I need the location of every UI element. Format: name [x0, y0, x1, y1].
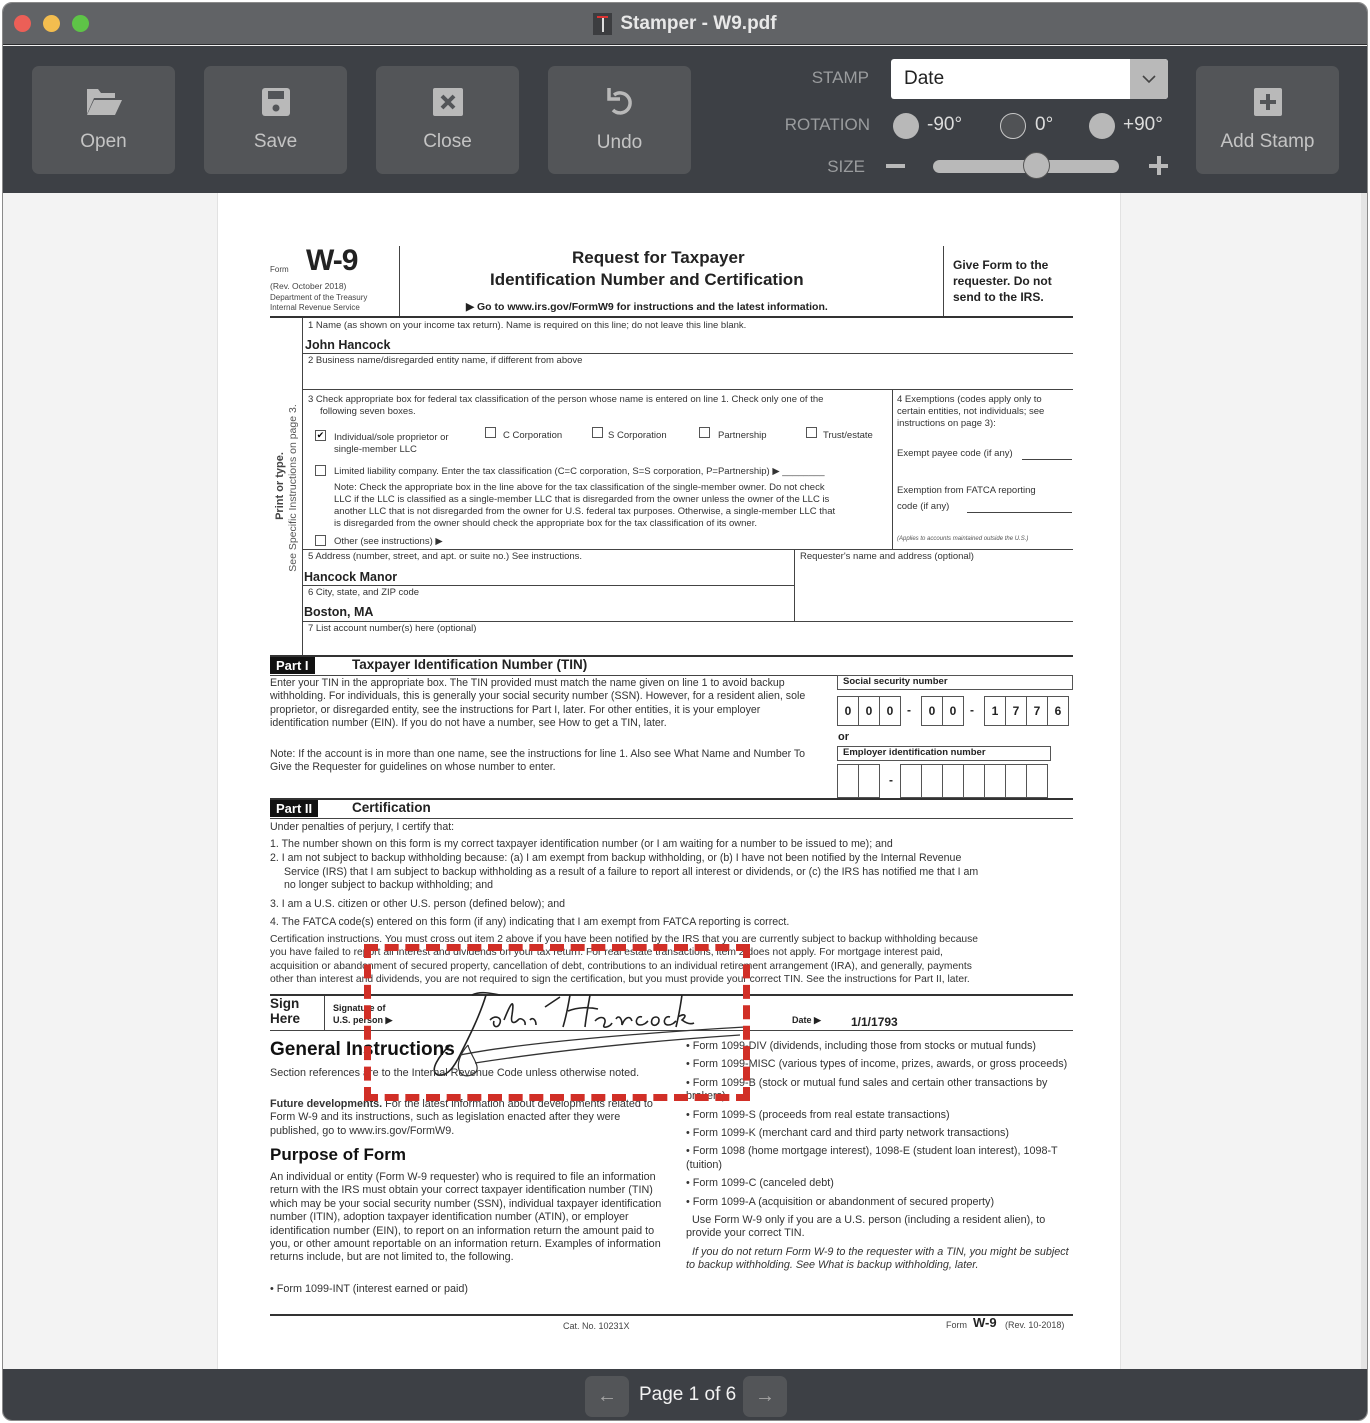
ssn-digit: 0 [921, 696, 943, 726]
floppy-disk-icon [261, 87, 291, 117]
stamp-label: STAMP [811, 68, 869, 87]
rotation-option-plus90: +90° [1123, 114, 1163, 135]
note-line1: Note: Check the appropriate box in the line above for the tax classification of the single-member owner. Do not check [334, 482, 825, 493]
give-form-line3: send to the IRS. [953, 290, 1044, 304]
form-goto: ▶ Go to www.irs.gov/FormW9 for instructions and the latest information. [466, 301, 828, 313]
form-type-bullet: • Form 1099-A (acquisition or abandonment of secured property) [686, 1195, 995, 1208]
ssn-digit: 6 [1047, 696, 1069, 726]
form-type-bullet: • Form 1099-S (proceeds from real estate transactions) [686, 1108, 950, 1121]
rotation-radio-plus90[interactable] [1089, 113, 1115, 139]
cb-ccorp-label: C Corporation [503, 430, 563, 441]
part1-tag: Part I [270, 657, 315, 674]
side-print-or-type: Print or type. [274, 452, 286, 520]
form-type-bullet: • Form 1099-B (stock or mutual fund sales and certain other transactions by brokers) [686, 1076, 1048, 1103]
page-navigation-bar [3, 1369, 1367, 1421]
cb-trust-label: Trust/estate [823, 430, 873, 441]
us-person-label: U.S. person ▶ [333, 1015, 393, 1025]
exemptions-line1: 4 Exemptions (codes apply only to [897, 394, 1042, 405]
form-type-bullet: • Form 1099-K (merchant card and third party network transactions) [686, 1127, 1010, 1140]
ssn-digit: 0 [942, 696, 964, 726]
cert-instr4: other than interest and dividends, you are not required to sign the certification, but you must provide your correct TIN. See the instructions for Part II, later. [270, 974, 970, 985]
open-button[interactable] [32, 66, 175, 174]
cb-partnership-label: Partnership [718, 430, 767, 441]
stamp-select[interactable] [891, 59, 1168, 99]
title-bar [3, 3, 1367, 45]
ssn-digit: 7 [1026, 696, 1048, 726]
part2-tag: Part II [270, 800, 318, 817]
cert-item2c: no longer subject to backup withholding; and [284, 879, 494, 891]
close-label: Close [423, 131, 472, 152]
note-line2: LLC if the LLC is classified as a single-member LLC that is disregarded from the owner unless the owner of the LLC is [334, 494, 830, 505]
add-stamp-label: Add Stamp [1220, 131, 1315, 152]
add-stamp-button[interactable] [1196, 66, 1339, 174]
chevron-down-icon[interactable] [1130, 59, 1168, 99]
address-value: Hancock Manor [304, 570, 398, 584]
save-button[interactable] [204, 66, 347, 174]
under-penalties: Under penalties of perjury, I certify that: [270, 821, 455, 833]
stamper-app-icon [593, 13, 612, 35]
note-line3: another LLC that is not disregarded from the owner for U.S. federal tax purposes. Otherwise, a single-member LLC that [334, 506, 836, 517]
city-value: Boston, MA [304, 605, 374, 619]
form-dept: Department of the Treasury [270, 293, 368, 302]
line5-label: 5 Address (number, street, and apt. or suite no.) See instructions. [308, 551, 583, 562]
name-value: John Hancock [305, 338, 391, 352]
folder-open-icon [85, 87, 123, 117]
document-viewer [3, 193, 1367, 1369]
future-developments-bold: Future developments. [270, 1098, 383, 1110]
note-line4: is disregarded from the owner should check the appropriate box for the tax classification of its owner. [334, 518, 757, 529]
form-rev: (Rev. October 2018) [270, 281, 347, 291]
cert-item2a: 2. I am not subject to backup withholding because: (a) I am exempt from backup withholding, or (b) I have not been notified by the Internal Revenue [270, 852, 962, 864]
size-decrease-icon[interactable] [886, 164, 905, 168]
rotation-option-minus90: -90° [927, 114, 963, 135]
rotation-radio-minus90[interactable] [893, 113, 919, 139]
checkbox-individual[interactable]: ✔ [316, 430, 325, 440]
here-label: Here [270, 1011, 301, 1026]
if-not-return-text: If you do not return Form W-9 to the requester with a TIN, you might be subject to backup withholding. See What is backup withholding, later. [686, 1245, 1069, 1272]
arrow-left-icon: ← [597, 1385, 617, 1407]
size-increase-icon[interactable] [1149, 156, 1168, 175]
rotation-radio-0[interactable] [1000, 113, 1026, 139]
open-label: Open [80, 131, 127, 152]
undo-button[interactable] [548, 66, 691, 174]
ssn-digit: 1 [984, 696, 1006, 726]
form-irs: Internal Revenue Service [270, 303, 360, 312]
side-instructions: See Specific Instructions on page 3. [287, 404, 299, 572]
ein-digit-box[interactable] [900, 764, 922, 798]
purpose-bullet: • Form 1099-INT (interest earned or paid) [270, 1283, 469, 1295]
cat-number: Cat. No. 10231X [563, 1321, 630, 1331]
cert-instr2: you have failed to report all interest and dividends on your tax return. For real estate transactions, item 2 does not apply. For mortgage interest paid, [270, 947, 943, 958]
give-form-line2: requester. Do not [953, 274, 1052, 288]
footer-rev: (Rev. 10-2018) [1005, 1320, 1065, 1330]
purpose-text: An individual or entity (Form W-9 requester) who is required to file an information return with the IRS must obtain your correct taxpayer identification number (TIN) which may be your social security number (SSN), individual taxpayer identification number (ITIN), adoption taxpayer identification number (ATIN), or employer identification number (EIN), to report on an information return the amount paid to you, or other amount reportable on an information return. Examples of information returns include, but are not limited to, the following. [270, 1171, 662, 1264]
form-type-bullet: • Form 1098 (home mortgage interest), 1098-E (student loan interest), 1098-T (tuition) [686, 1145, 1058, 1171]
form-type-bullet: • Form 1099-DIV (dividends, including those from stocks or mutual funds) [686, 1040, 1037, 1052]
form-type-bullet: • Form 1099-C (canceled debt) [686, 1177, 834, 1190]
date-value: 1/1/1793 [851, 1015, 898, 1029]
stamp-selection-box[interactable] [364, 944, 750, 1101]
checkbox-c-corporation[interactable] [485, 427, 496, 438]
cert-instr1: Certification instructions. You must cross out item 2 above if you have been notified by the IRS that you are currently subject to backup withholding because [270, 934, 979, 945]
footer-w9: W-9 [973, 1315, 997, 1330]
cert-item2b: Service (IRS) that I am subject to backup withholding as a result of a failure to report all interest or dividends, or (c) the IRS has notified me that I am [284, 866, 979, 878]
page-indicator: Page 1 of 6 [639, 1384, 737, 1405]
next-page-button[interactable] [743, 1376, 787, 1417]
ssn-digit: 7 [1005, 696, 1027, 726]
line6-label: 6 City, state, and ZIP code [308, 587, 420, 598]
size-slider-thumb[interactable] [1023, 152, 1050, 179]
use-form-text: Use Form W-9 only if you are a U.S. person (including a resident alien), to provide your correct TIN. [686, 1214, 1046, 1240]
line2-label: 2 Business name/disregarded entity name, if different from above [308, 355, 583, 366]
checkbox-other[interactable] [315, 535, 326, 546]
save-label: Save [253, 131, 298, 152]
part1-text: Enter your TIN in the appropriate box. The TIN provided must match the name given on line 1 to avoid backup withholding. For individuals, this is generally your social security number (SSN). However, for a resident alien, sole proprietor, or disregarded entity, see the instructions for Part I, later. For other entities, it is your employer identification number (EIN). If you do not have a number, see How to get a TIN, later. [270, 677, 806, 730]
ein-digit-box[interactable] [984, 764, 1006, 798]
ssn-digit: 0 [858, 696, 880, 726]
cert-instr3: acquisition or abandonment of secured property, cancellation of debt, contributions to an individual retirement arrangement (IRA), and generally, payments [270, 961, 972, 972]
purpose-title: Purpose of Form [270, 1145, 407, 1164]
size-label: SIZE [827, 157, 865, 176]
plus-square-icon [1253, 87, 1283, 117]
cert-item4: 4. The FATCA code(s) entered on this form (if any) indicating that I am exempt from FATCA reporting is correct. [270, 916, 790, 928]
general-instructions-title: General Instructions [270, 1039, 455, 1060]
ein-digit-box[interactable] [942, 764, 964, 798]
exempt-payee-label: Exempt payee code (if any) [897, 448, 1013, 459]
checkbox-llc[interactable] [315, 465, 326, 476]
line1-label: 1 Name (as shown on your income tax return). Name is required on this line; do not leave this line blank. [308, 320, 747, 331]
exemptions-line2: certain entities, not individuals; see [897, 406, 1045, 417]
line3-label-2: following seven boxes. [320, 406, 416, 417]
checkbox-partnership[interactable] [699, 427, 710, 438]
ssn-dash: - [907, 703, 911, 717]
form-title-line2: Identification Number and Certification [490, 270, 804, 289]
or-label: or [838, 731, 849, 743]
previous-page-button[interactable] [585, 1376, 629, 1417]
sig-of-label: Signature of [333, 1003, 386, 1013]
ein-digit-box[interactable] [837, 764, 859, 798]
undo-label: Undo [596, 132, 643, 153]
exemptions-line3: instructions on page 3): [897, 418, 996, 429]
part1-title: Taxpayer Identification Number (TIN) [352, 657, 588, 672]
part2-title: Certification [352, 800, 431, 815]
cb-scorp-label: S Corporation [608, 430, 667, 441]
ein-label: Employer identification number [843, 747, 986, 758]
give-form-line1: Give Form to the [953, 258, 1049, 272]
ssn-dash: - [970, 703, 974, 717]
ein-dash: - [889, 773, 893, 787]
cert-item1: 1. The number shown on this form is my correct taxpayer identification number (or I am waiting for a number to be issued to me); and [270, 838, 893, 850]
line3-label: 3 Check appropriate box for federal tax classification of the person whose name is entered on line 1. Check only one of the [308, 394, 824, 405]
requester-label: Requester's name and address (optional) [800, 551, 974, 562]
future-developments [270, 1098, 660, 1138]
close-button[interactable] [376, 66, 519, 174]
stamp-select-value: Date [904, 68, 945, 89]
ein-digit-box[interactable] [921, 764, 943, 798]
toolbar [3, 46, 1367, 193]
date-label: Date ▶ [792, 1015, 821, 1025]
footer-form-word: Form [946, 1320, 967, 1330]
cert-item3: 3. I am a U.S. citizen or other U.S. person (defined below); and [270, 898, 566, 910]
part1-note: Note: If the account is in more than one name, see the instructions for line 1. Also see What Name and Number To Give the Requester for guidelines on whose number to enter. [270, 748, 806, 774]
close-x-icon [432, 87, 464, 117]
form-name: W-9 [306, 244, 358, 277]
form-word: Form [270, 265, 289, 274]
fatca-label1: Exemption from FATCA reporting [897, 485, 1036, 496]
ssn-digit: 0 [879, 696, 901, 726]
other-label: Other (see instructions) ▶ [334, 536, 443, 547]
line7-label: 7 List account number(s) here (optional) [308, 623, 477, 634]
sign-label: Sign [270, 996, 300, 1011]
cb-individual-label-2: single-member LLC [334, 444, 417, 455]
future-developments-text: For the latest information about developments related to Form W-9 and its instructions, such as legislation enacted after they were published, go to www.irs.gov/FormW9. [270, 1098, 653, 1137]
ein-digit-box[interactable] [1005, 764, 1027, 798]
llc-label: Limited liability company. Enter the tax classification (C=C corporation, S=S corporation, P=Partnership) ▶ ________ [334, 466, 825, 477]
applies-note: (Applies to accounts maintained outside the U.S.) [897, 536, 1029, 542]
vertical-scrollbar[interactable] [1361, 193, 1367, 1369]
checkbox-s-corporation[interactable] [592, 427, 603, 438]
cb-individual-label: Individual/sole proprietor or [334, 432, 449, 443]
ein-digit-box[interactable] [963, 764, 985, 798]
arrow-right-icon: → [755, 1385, 775, 1407]
general-instructions-text: Section references are to the Internal Revenue Code unless otherwise noted. [270, 1067, 640, 1079]
ein-digit-box[interactable] [1026, 764, 1048, 798]
rotation-option-0: 0° [1035, 114, 1054, 135]
ssn-digit: 0 [837, 696, 859, 726]
undo-icon [605, 86, 635, 118]
checkbox-trust[interactable] [806, 427, 817, 438]
ein-digit-box[interactable] [858, 764, 880, 798]
form-type-bullet: • Form 1099-MISC (various types of income, prizes, awards, or gross proceeds) [686, 1058, 1068, 1071]
rotation-label: ROTATION [784, 115, 870, 134]
ssn-label: Social security number [843, 676, 948, 687]
form-title-line1: Request for Taxpayer [572, 248, 745, 267]
window-title: Stamper - W9.pdf [620, 13, 777, 34]
fatca-label2: code (if any) [897, 501, 950, 512]
